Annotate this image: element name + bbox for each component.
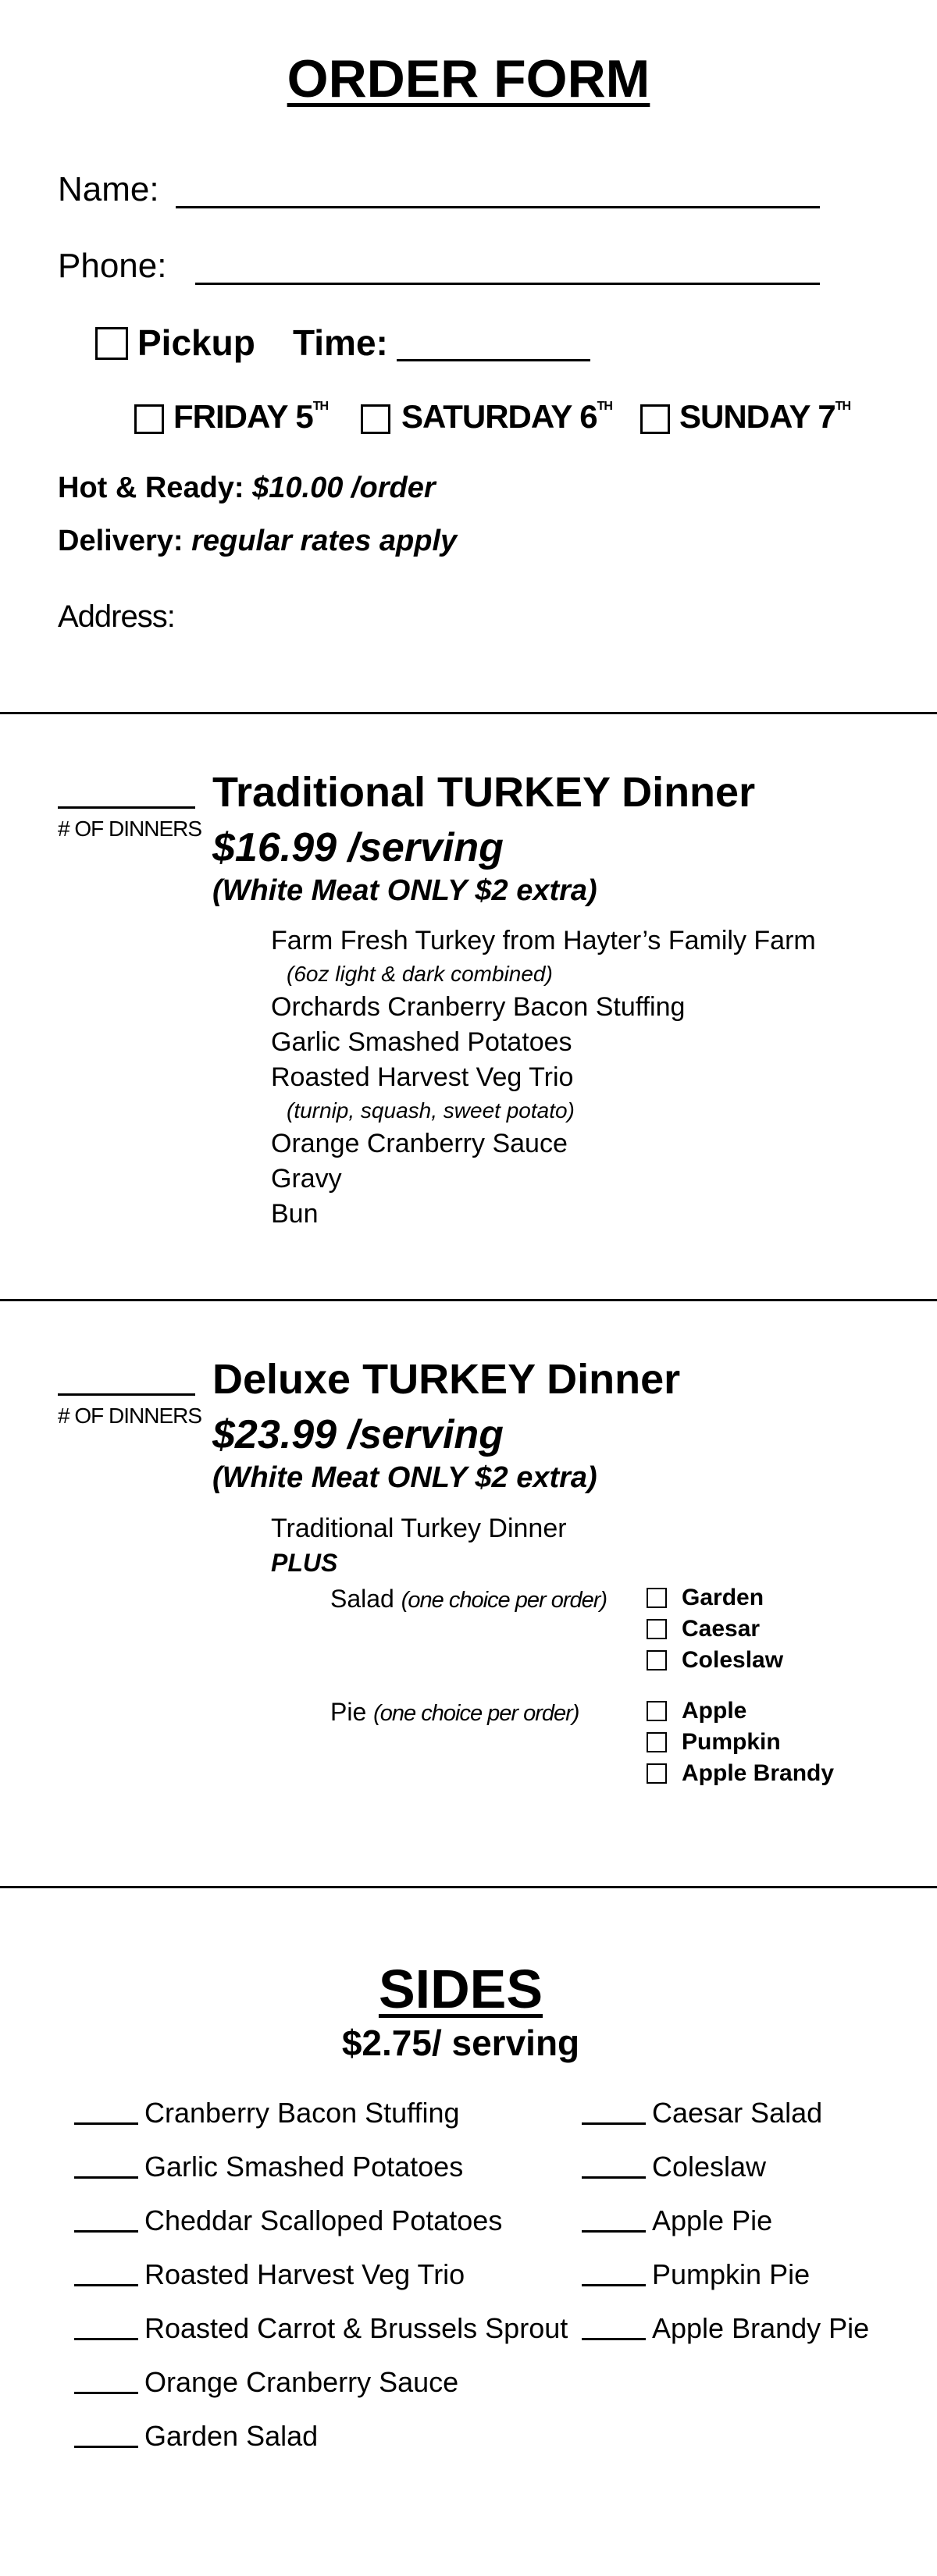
salad-garden-label: Garden	[682, 1585, 764, 1610]
side-qty-field[interactable]	[582, 2284, 646, 2286]
traditional-note: (White Meat ONLY $2 extra)	[212, 874, 597, 907]
side-item[interactable]: Apple Pie	[582, 2204, 772, 2237]
side-item[interactable]: Orange Cranberry Sauce	[74, 2366, 458, 2399]
side-item[interactable]: Pumpkin Pie	[582, 2258, 810, 2291]
list-item: Bun	[271, 1199, 319, 1229]
side-qty-field[interactable]	[582, 2122, 646, 2125]
traditional-count-field[interactable]	[58, 806, 195, 809]
name-field[interactable]	[176, 206, 820, 208]
pickup-checkbox[interactable]	[95, 327, 128, 360]
salad-label-line: Salad (one choice per order)	[330, 1585, 607, 1613]
side-item[interactable]: Garlic Smashed Potatoes	[74, 2151, 463, 2183]
traditional-items	[271, 923, 816, 1232]
list-item: Farm Fresh Turkey from Hayter’s Family Farm	[271, 926, 816, 955]
salad-coleslaw-checkbox[interactable]	[647, 1650, 667, 1670]
side-item[interactable]: Apple Brandy Pie	[582, 2312, 869, 2345]
deluxe-plus: PLUS	[271, 1549, 338, 1577]
time-label: Time:	[293, 322, 388, 363]
salad-coleslaw-label: Coleslaw	[682, 1647, 784, 1673]
pie-apple-checkbox[interactable]	[647, 1701, 667, 1721]
side-item[interactable]: Caesar Salad	[582, 2097, 822, 2129]
page-title: ORDER FORM	[287, 49, 650, 109]
friday-checkbox[interactable]	[134, 404, 164, 434]
sides-title: SIDES	[378, 1959, 543, 2019]
list-item-note: (turnip, squash, sweet potato)	[287, 1098, 575, 1123]
hot-ready-line: Hot & Ready: $10.00 /order	[58, 471, 436, 504]
list-item: Garlic Smashed Potatoes	[271, 1027, 572, 1057]
side-item[interactable]: Cranberry Bacon Stuffing	[74, 2097, 460, 2129]
salad-caesar-checkbox[interactable]	[647, 1619, 667, 1639]
deluxe-note: (White Meat ONLY $2 extra)	[212, 1461, 597, 1494]
side-qty-field[interactable]	[74, 2230, 138, 2233]
pie-label-line: Pie (one choice per order)	[330, 1698, 579, 1726]
side-qty-field[interactable]	[74, 2338, 138, 2340]
section-divider	[0, 1299, 937, 1301]
deluxe-count-label: # OF DINNERS	[58, 1404, 202, 1428]
salad-garden-checkbox[interactable]	[647, 1588, 667, 1608]
saturday-checkbox[interactable]	[361, 404, 390, 434]
delivery-line: Delivery: regular rates apply	[58, 525, 458, 557]
side-qty-field[interactable]	[582, 2176, 646, 2179]
list-item-note: (6oz light & dark combined)	[287, 962, 553, 986]
deluxe-title: Deluxe TURKEY Dinner	[212, 1356, 681, 1403]
section-divider	[0, 1886, 937, 1888]
sides-price: $2.75/ serving	[341, 2023, 580, 2063]
pie-pumpkin-checkbox[interactable]	[647, 1732, 667, 1752]
list-item: Gravy	[271, 1164, 342, 1194]
side-item[interactable]: Garden Salad	[74, 2420, 318, 2453]
pickup-label: Pickup	[137, 322, 255, 363]
traditional-title: Traditional TURKEY Dinner	[212, 769, 756, 816]
sunday-checkbox[interactable]	[640, 404, 670, 434]
deluxe-price: $23.99 /serving	[212, 1412, 504, 1457]
side-qty-field[interactable]	[74, 2176, 138, 2179]
salad-caesar-label: Caesar	[682, 1616, 761, 1642]
friday-label: FRIDAY 5TH	[173, 398, 329, 435]
list-item: Roasted Harvest Veg Trio	[271, 1062, 574, 1092]
deluxe-base: Traditional Turkey Dinner	[271, 1514, 567, 1543]
phone-label: Phone:	[58, 247, 167, 285]
sunday-label: SUNDAY 7TH	[679, 398, 851, 435]
pie-apple-brandy-label: Apple Brandy	[682, 1760, 835, 1786]
traditional-price: $16.99 /serving	[212, 825, 504, 870]
side-qty-field[interactable]	[74, 2284, 138, 2286]
side-item[interactable]: Coleslaw	[582, 2151, 766, 2183]
side-qty-field[interactable]	[74, 2446, 138, 2448]
saturday-label: SATURDAY 6TH	[401, 398, 612, 435]
side-qty-field[interactable]	[74, 2392, 138, 2394]
list-item: Orange Cranberry Sauce	[271, 1129, 568, 1158]
address-label: Address:	[58, 600, 175, 634]
name-label: Name:	[58, 170, 159, 208]
section-divider	[0, 712, 937, 714]
side-item[interactable]: Cheddar Scalloped Potatoes	[74, 2204, 502, 2237]
deluxe-count-field[interactable]	[58, 1393, 195, 1396]
pie-apple-brandy-checkbox[interactable]	[647, 1763, 667, 1784]
pie-apple-label: Apple	[682, 1698, 747, 1724]
traditional-count-label: # OF DINNERS	[58, 817, 202, 841]
pie-pumpkin-label: Pumpkin	[682, 1729, 781, 1755]
time-field[interactable]	[397, 359, 590, 361]
side-item[interactable]: Roasted Carrot & Brussels Sprout	[74, 2312, 568, 2345]
side-qty-field[interactable]	[582, 2230, 646, 2233]
side-qty-field[interactable]	[74, 2122, 138, 2125]
phone-field[interactable]	[195, 283, 820, 285]
side-qty-field[interactable]	[582, 2338, 646, 2340]
list-item: Orchards Cranberry Bacon Stuffing	[271, 992, 686, 1022]
side-item[interactable]: Roasted Harvest Veg Trio	[74, 2258, 465, 2291]
